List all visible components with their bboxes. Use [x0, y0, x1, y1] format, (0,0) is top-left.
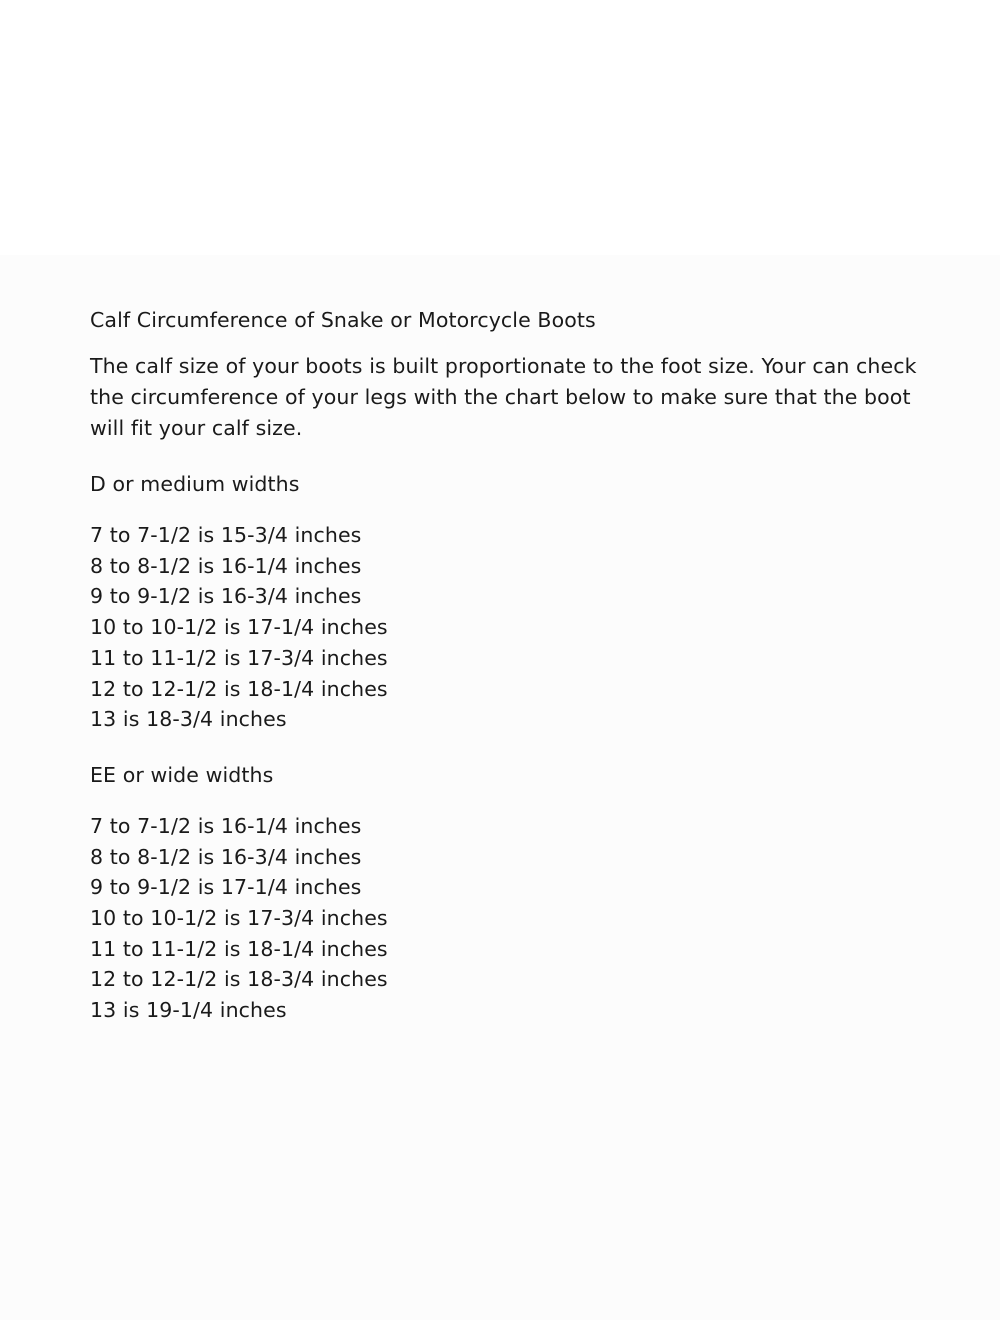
section-wide-widths — [90, 757, 970, 1026]
section-heading-wide: EE or wide widths — [90, 762, 274, 787]
size-row: 11 to 11-1/2 is 18-1/4 inches — [90, 936, 388, 961]
size-list-medium — [90, 520, 970, 735]
size-row: 10 to 10-1/2 is 17-3/4 inches — [90, 906, 388, 931]
page-title: Calf Circumference of Snake or Motorcycle Boots — [90, 308, 596, 332]
size-row: 12 to 12-1/2 is 18-3/4 inches — [90, 967, 388, 992]
size-row: 8 to 8-1/2 is 16-1/4 inches — [90, 553, 362, 578]
size-row: 12 to 12-1/2 is 18-1/4 inches — [90, 676, 388, 701]
size-row: 13 is 18-3/4 inches — [90, 707, 287, 732]
size-row: 7 to 7-1/2 is 15-3/4 inches — [90, 523, 362, 547]
size-row: 10 to 10-1/2 is 17-1/4 inches — [90, 615, 388, 640]
intro-paragraph: The calf size of your boots is built proportionate to the foot size. Your can check the circumference of your legs with the chart below to make sure that the boot will fit your calf size. — [90, 354, 917, 440]
section-heading-medium: D or medium widths — [90, 472, 300, 496]
size-row: 11 to 11-1/2 is 17-3/4 inches — [90, 645, 388, 670]
size-row: 13 is 19-1/4 inches — [90, 998, 287, 1023]
size-row: 9 to 9-1/2 is 17-1/4 inches — [90, 875, 362, 900]
size-row: 7 to 7-1/2 is 16-1/4 inches — [90, 813, 362, 838]
page-top-margin — [0, 0, 1000, 255]
section-medium-widths — [90, 466, 970, 735]
document-content — [90, 297, 970, 1026]
size-row: 8 to 8-1/2 is 16-3/4 inches — [90, 844, 362, 869]
size-row: 9 to 9-1/2 is 16-3/4 inches — [90, 584, 362, 609]
size-list-wide — [90, 811, 970, 1026]
